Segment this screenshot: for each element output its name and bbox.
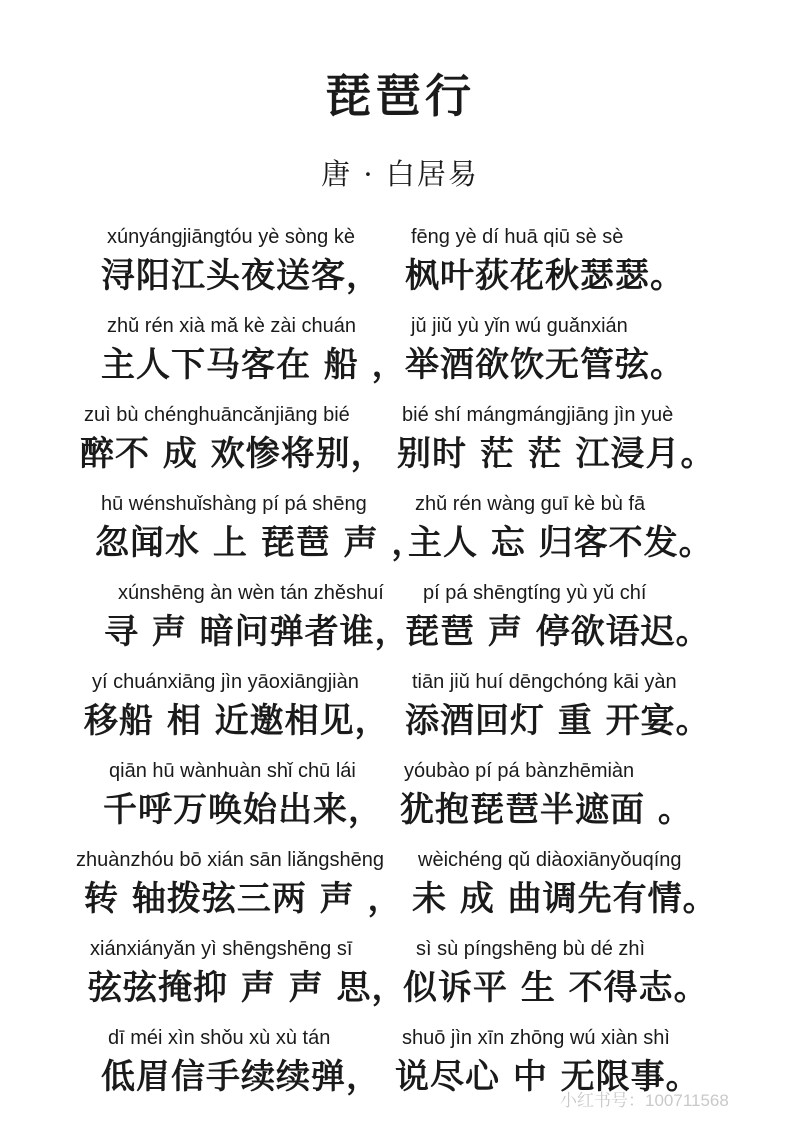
couplet-line bbox=[0, 938, 800, 1028]
right-verse: 添酒回灯 重 开宴。 bbox=[405, 701, 711, 741]
left-verse: 主人下马客在 船 ， bbox=[101, 345, 407, 385]
left-verse: 忽闻水 上 琵琶 声 ， bbox=[95, 523, 427, 563]
right-pinyin: wèichéng qǔ diàoxiānyǒuqíng bbox=[418, 849, 682, 871]
right-pinyin: pí pá shēngtíng yù yǔ chí bbox=[423, 582, 647, 604]
right-verse: 犹抱琵琶半遮面 。 bbox=[400, 790, 693, 830]
left-verse: 寻 声 暗问弹者谁， bbox=[104, 612, 410, 652]
left-verse: 移船 相 近邀相见， bbox=[84, 701, 390, 741]
watermark: 小红书号：100711568 bbox=[560, 1091, 729, 1110]
left-verse: 浔阳江头夜送客， bbox=[101, 256, 381, 296]
left-pinyin: zuì bù chénghuāncǎnjiāng bié bbox=[84, 404, 350, 426]
couplet-line bbox=[0, 226, 800, 316]
right-pinyin: jǔ jiǔ yù yǐn wú guǎnxián bbox=[411, 315, 628, 337]
right-pinyin: yóubào pí pá bànzhēmiàn bbox=[404, 760, 635, 782]
left-pinyin: xúnshēng àn wèn tán zhěshuí bbox=[118, 582, 384, 604]
left-pinyin: yí chuánxiāng jìn yāoxiāngjiàn bbox=[92, 671, 359, 693]
right-pinyin: sì sù píngshēng bù dé zhì bbox=[416, 938, 646, 960]
right-verse: 未 成 曲调先有情。 bbox=[412, 879, 718, 919]
couplet-line bbox=[0, 404, 800, 494]
left-pinyin: zhǔ rén xià mǎ kè zài chuán bbox=[107, 315, 357, 337]
left-pinyin: xiánxiányǎn yì shēngshēng sī bbox=[90, 938, 353, 960]
left-verse: 醉不 成 欢惨将别， bbox=[80, 434, 386, 474]
left-verse: 转 轴拨弦三两 声 ， bbox=[84, 879, 403, 919]
right-verse: 枫叶荻花秋瑟瑟。 bbox=[405, 256, 685, 296]
poem-author: 唐 · 白居易 bbox=[321, 157, 479, 191]
couplet-line bbox=[0, 671, 800, 761]
right-verse: 主人 忘 归客不发。 bbox=[408, 523, 714, 563]
right-pinyin: bié shí mángmángjiāng jìn yuè bbox=[402, 404, 674, 426]
left-pinyin: xúnyángjiāngtóu yè sòng kè bbox=[107, 226, 355, 248]
left-pinyin: hū wénshuǐshàng pí pá shēng bbox=[101, 493, 367, 515]
left-pinyin: dī méi xìn shǒu xù xù tán bbox=[108, 1027, 331, 1049]
couplet-line bbox=[0, 760, 800, 850]
right-pinyin: zhǔ rén wàng guī kè bù fā bbox=[415, 493, 646, 515]
left-pinyin: qiān hū wànhuàn shǐ chū lái bbox=[109, 760, 356, 782]
couplet-line bbox=[0, 315, 800, 405]
couplet-line bbox=[0, 493, 800, 583]
left-pinyin: zhuànzhóu bō xián sān liǎngshēng bbox=[76, 849, 385, 871]
right-pinyin: shuō jìn xīn zhōng wú xiàn shì bbox=[402, 1027, 670, 1049]
right-verse: 琵琶 声 停欲语迟。 bbox=[405, 612, 711, 652]
left-verse: 千呼万唤始出来， bbox=[103, 790, 383, 830]
right-verse: 举酒欲饮无管弦。 bbox=[405, 345, 685, 385]
couplet-line bbox=[0, 582, 800, 672]
couplet-line bbox=[0, 849, 800, 939]
poem-title: 琵琶行 bbox=[325, 69, 475, 123]
left-verse: 弦弦掩抑 声 声 思， bbox=[88, 968, 407, 1008]
left-verse: 低眉信手续续弹， bbox=[101, 1057, 381, 1097]
right-pinyin: tiān jiǔ huí dēngchóng kāi yàn bbox=[412, 671, 677, 693]
right-verse: 说尽心 中 无限事。 bbox=[395, 1057, 701, 1097]
right-verse: 别时 茫 茫 江浸月。 bbox=[397, 434, 716, 474]
right-verse: 似诉平 生 不得志。 bbox=[403, 968, 709, 1008]
right-pinyin: fēng yè dí huā qiū sè sè bbox=[411, 226, 624, 248]
